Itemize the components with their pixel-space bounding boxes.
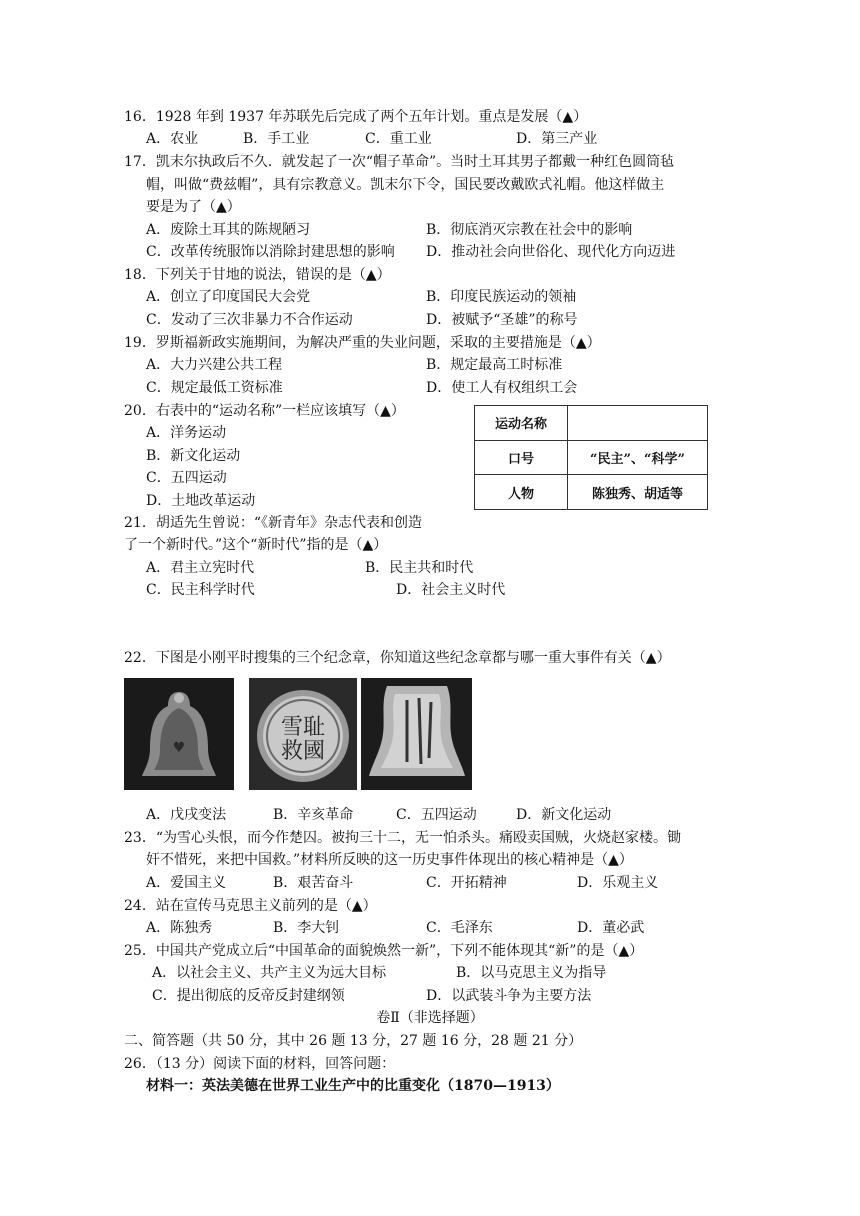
q25-option-d: D．以武装斗争为主要方法 xyxy=(426,988,592,1004)
q24-option-a: A．陈独秀 xyxy=(146,920,213,936)
q21-stem-line2: 了一个新时代。”这个“新时代”指的是（▲） xyxy=(124,537,388,553)
q25-option-a: A．以社会主义、共产主义为远大目标 xyxy=(152,965,387,981)
movement-table xyxy=(474,405,708,510)
q22-option-b: B．辛亥革命 xyxy=(273,807,354,823)
q26-stem: 26．（13 分）阅读下面的材料，回答问题： xyxy=(124,1056,396,1072)
table-row xyxy=(475,406,708,441)
medal-text-top: 雪耻 xyxy=(280,715,326,740)
q24-option-b: B．李大钊 xyxy=(273,920,340,936)
q22-stem: 22．下图是小刚平时搜集的三个纪念章，你知道这些纪念章都与哪一重大事件有关（▲） xyxy=(124,650,671,666)
q25-option-b: B．以马克思主义为指导 xyxy=(456,965,607,981)
table-cell: 口号 xyxy=(475,440,568,475)
q21-option-a: A．君主立宪时代 xyxy=(146,560,255,576)
bell-medal-icon xyxy=(124,678,234,790)
q24-option-d: D．董必武 xyxy=(577,920,645,936)
table-cell: “民主”、“科学” xyxy=(568,440,708,475)
q23-stem-line1: 23．“为雪心头恨，而今作楚囚。被拘三十二，无一怕杀头。痛殴卖国贼，火烧赵家楼。锄 xyxy=(124,830,681,846)
q17-option-b: B．彻底消灭宗教在社会中的影响 xyxy=(426,222,633,238)
medal-image-shield xyxy=(361,678,472,790)
q17-option-c: C．改革传统服饰以消除封建思想的影响 xyxy=(146,244,395,260)
q21-option-b: B．民主共和时代 xyxy=(365,560,474,576)
q20-option-b: B．新文化运动 xyxy=(146,448,241,464)
q22-option-a: A．戊戌变法 xyxy=(146,807,227,823)
q19-option-d: D．使工人有权组织工会 xyxy=(426,380,578,396)
q16-stem: 16．1928 年到 1937 年苏联先后完成了两个五年计划。重点是发展（▲） xyxy=(124,109,588,125)
q20-stem: 20．右表中的“运动名称”一栏应该填写（▲） xyxy=(124,403,405,419)
q19-stem: 19．罗斯福新政实施期间，为解决严重的失业问题，采取的主要措施是（▲） xyxy=(124,335,601,351)
q24-stem: 24．站在宣传马克思主义前列的是（▲） xyxy=(124,898,377,914)
medal-image-bell xyxy=(124,678,234,790)
q16-option-d: D．第三产业 xyxy=(516,131,598,147)
q16-option-b: B．手工业 xyxy=(243,131,310,147)
q23-stem-line2: 奸不惜死，来把中国救。”材料所反映的这一历史事件体现出的核心精神是（▲） xyxy=(146,852,633,868)
q23-option-b: B．艰苦奋斗 xyxy=(273,875,354,891)
q25-stem: 25．中国共产党成立后“中国革命的面貌焕然一新”，下列不能体现其“新”的是（▲） xyxy=(124,943,644,959)
svg-text:♥: ♥ xyxy=(172,740,186,756)
medal-image-round xyxy=(249,678,357,790)
table-cell: 人物 xyxy=(475,475,568,510)
table-row xyxy=(475,440,708,475)
table-cell: 运动名称 xyxy=(475,406,568,441)
q17-stem-line2: 帽，叫做“费兹帽”，具有宗教意义。凯末尔下令，国民要改戴欧式礼帽。他这样做主 xyxy=(146,177,665,193)
round-medal-icon xyxy=(249,678,357,790)
shield-medal-icon xyxy=(361,678,472,790)
q18-option-d: D．被赋予“圣雄”的称号 xyxy=(426,312,578,328)
q17-stem-line1: 17．凯末尔执政后不久．就发起了一次“帽子革命”。当时土耳其男子都戴一种红色圆筒毡 xyxy=(124,154,675,170)
q18-option-c: C．发动了三次非暴力不合作运动 xyxy=(146,312,353,328)
q18-option-b: B．印度民族运动的领袖 xyxy=(426,289,577,305)
q25-option-c: C．提出彻底的反帝反封建纲领 xyxy=(152,988,345,1004)
q16-option-c: C．重工业 xyxy=(365,131,432,147)
section-title: 卷Ⅱ（非选择题） xyxy=(376,1010,484,1026)
q22-option-c: C．五四运动 xyxy=(396,807,477,823)
table-cell xyxy=(568,406,708,441)
medal-text-bottom: 救國 xyxy=(280,739,326,764)
q18-stem: 18．下列关于甘地的说法，错误的是（▲） xyxy=(124,267,391,283)
q20-option-d: D．土地改革运动 xyxy=(146,493,256,509)
q26-material: 材料一：英法美德在世界工业生产中的比重变化（1870—1913） xyxy=(146,1078,560,1094)
q23-option-c: C．开拓精神 xyxy=(426,875,507,891)
table-cell: 陈独秀、胡适等 xyxy=(568,475,708,510)
q17-stem-line3: 要是为了（▲） xyxy=(146,199,241,215)
q22-option-d: D．新文化运动 xyxy=(516,807,612,823)
q19-option-b: B．规定最高工时标准 xyxy=(426,357,563,373)
q17-option-a: A．废除土耳其的陈规陋习 xyxy=(146,222,311,238)
q23-option-d: D．乐观主义 xyxy=(577,875,659,891)
q20-option-c: C．五四运动 xyxy=(146,470,227,486)
q23-option-a: A．爱国主义 xyxy=(146,875,227,891)
q19-option-a: A．大力兴建公共工程 xyxy=(146,357,283,373)
q18-option-a: A．创立了印度国民大会党 xyxy=(146,289,311,305)
q16-option-a: A．农业 xyxy=(146,131,199,147)
q21-stem-line1: 21．胡适先生曾说：“《新青年》杂志代表和创造 xyxy=(124,515,422,531)
q24-option-c: C．毛泽东 xyxy=(426,920,493,936)
q21-option-d: D．社会主义时代 xyxy=(396,582,506,598)
table-row xyxy=(475,475,708,510)
q19-option-c: C．规定最低工资标准 xyxy=(146,380,283,396)
q17-option-d: D．推动社会向世俗化、现代化方向迈进 xyxy=(426,244,676,260)
q20-option-a: A．洋务运动 xyxy=(146,425,227,441)
q21-option-c: C．民主科学时代 xyxy=(146,582,255,598)
section-heading: 二、简答题（共 50 分，其中 26 题 13 分，27 题 16 分，28 题 21 分） xyxy=(124,1033,583,1049)
